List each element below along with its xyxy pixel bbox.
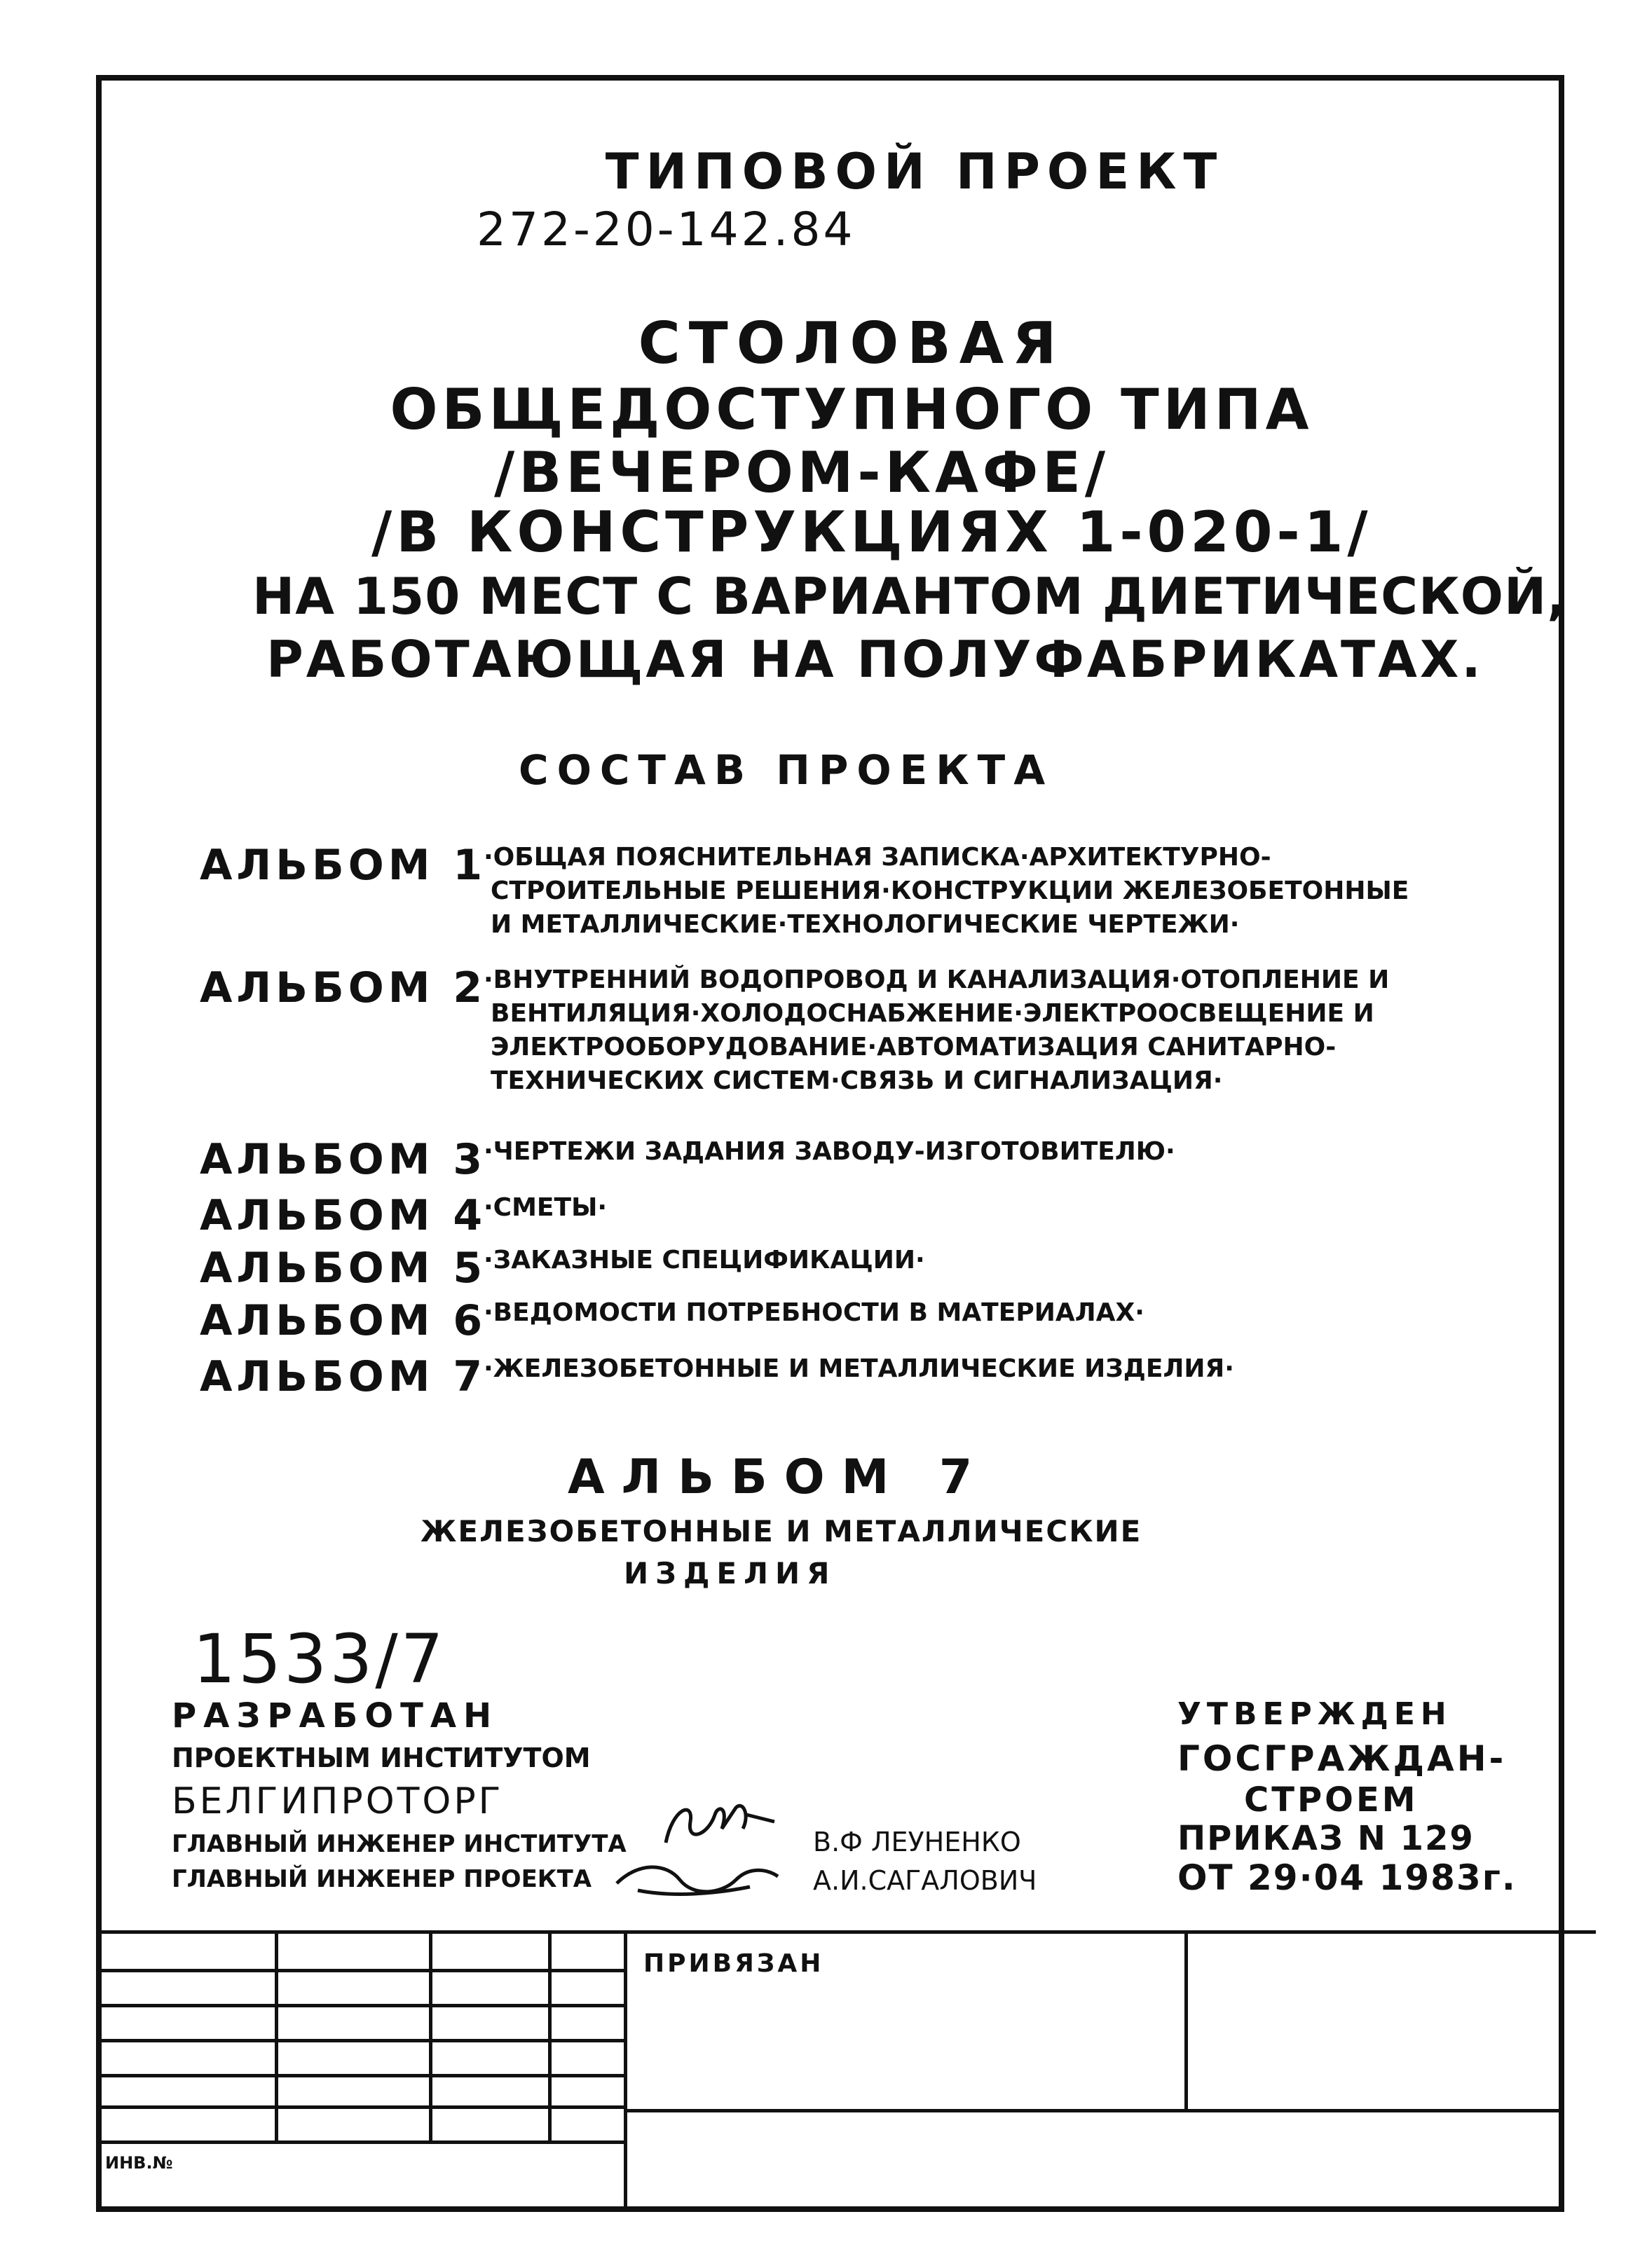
album-description-line: СТРОИТЕЛЬНЫЕ РЕШЕНИЯ·КОНСТРУКЦИИ ЖЕЛЕЗОБЕТОННЫЕ [491, 877, 1409, 905]
title-line-5: НА 150 МЕСТ С ВАРИАНТОМ ДИЕТИЧЕСКОЙ, [252, 567, 1567, 626]
album-label: АЛЬБОМ 1 [200, 841, 487, 890]
album-description-line: ·ЖЕЛЕЗОБЕТОННЫЕ И МЕТАЛЛИЧЕСКИЕ ИЗДЕЛИЯ· [484, 1354, 1234, 1383]
stamp-divider-main [624, 1930, 627, 2212]
developer-line-2: ПРОЕКТНЫМ ИНСТИТУТОМ [172, 1743, 591, 1773]
stamp-row-4 [96, 2074, 625, 2077]
album-label: АЛЬБОМ 7 [200, 1352, 487, 1401]
album-label: АЛЬБОМ 3 [200, 1135, 487, 1184]
current-album-desc-2: ИЗДЕЛИЯ [624, 1556, 837, 1590]
album-label: АЛЬБОМ 6 [200, 1296, 487, 1345]
signature-1-icon [652, 1794, 792, 1857]
album-label: АЛЬБОМ 5 [200, 1244, 487, 1293]
developer-line-4: ГЛАВНЫЙ ИНЖЕНЕР ИНСТИТУТА [172, 1830, 627, 1858]
album-description-line: ·ЧЕРТЕЖИ ЗАДАНИЯ ЗАВОДУ-ИЗГОТОВИТЕЛЮ· [484, 1137, 1175, 1166]
title-line-1: СТОЛОВАЯ [638, 310, 1065, 377]
album-description-line: ·ЗАКАЗНЫЕ СПЕЦИФИКАЦИИ· [484, 1246, 925, 1274]
album-description-line: И МЕТАЛЛИЧЕСКИЕ·ТЕХНОЛОГИЧЕСКИЕ ЧЕРТЕЖИ· [491, 910, 1240, 939]
stamp-col-3 [548, 1930, 552, 2140]
current-album-desc-1: ЖЕЛЕЗОБЕТОННЫЕ И МЕТАЛЛИЧЕСКИЕ [421, 1514, 1142, 1548]
project-number: 272-20-142.84 [477, 202, 856, 256]
album-index-number: 1533/7 [193, 1620, 446, 1698]
stamp-inventory-label: ИНВ.№ [105, 2153, 173, 2173]
album-description-line: ТЕХНИЧЕСКИХ СИСТЕМ·СВЯЗЬ И СИГНАЛИЗАЦИЯ· [491, 1066, 1223, 1095]
album-description-line: ·СМЕТЫ· [484, 1193, 608, 1222]
composition-heading: СОСТАВ ПРОЕКТА [519, 746, 1054, 794]
stamp-row-6 [96, 2140, 625, 2144]
approved-line-3: СТРОЕМ [1244, 1780, 1419, 1820]
stamp-bound-label: ПРИВЯЗАН [643, 1949, 824, 1978]
developer-line-1: РАЗРАБОТАН [172, 1696, 499, 1736]
approved-line-5: ОТ 29·04 1983г. [1177, 1857, 1517, 1898]
stamp-divider-right [1184, 1930, 1188, 2109]
stamp-mid-line [624, 2109, 1564, 2112]
stamp-row-3 [96, 2039, 625, 2042]
developer-line-5: ГЛАВНЫЙ ИНЖЕНЕР ПРОЕКТА [172, 1865, 592, 1893]
title-line-3: /ВЕЧЕРОМ-КАФЕ/ [494, 440, 1110, 505]
doc-type-heading: ТИПОВОЙ ПРОЕКТ [605, 143, 1224, 200]
approved-line-2: ГОСГРАЖДАН- [1177, 1738, 1507, 1779]
chief-engineer-project-name: А.И.САГАЛОВИЧ [813, 1865, 1037, 1896]
current-album-label: АЛЬБОМ 7 [568, 1450, 990, 1505]
album-description-line: ·ОБЩАЯ ПОЯСНИТЕЛЬНАЯ ЗАПИСКА·АРХИТЕКТУРНО- [484, 843, 1271, 872]
stamp-row-2 [96, 2004, 625, 2007]
album-label: АЛЬБОМ 4 [200, 1191, 487, 1240]
album-description-line: ·ВНУТРЕННИЙ ВОДОПРОВОД И КАНАЛИЗАЦИЯ·ОТОПЛЕНИЕ И [484, 965, 1390, 994]
chief-engineer-institute-name: В.Ф ЛЕУНЕНКО [813, 1827, 1021, 1857]
stamp-top-line-ext [1564, 1930, 1596, 1934]
title-line-6: РАБОТАЮЩАЯ НА ПОЛУФАБРИКАТАХ. [266, 630, 1484, 689]
developer-line-3: БЕЛГИПРОТОРГ [172, 1780, 504, 1822]
signature-2-icon [610, 1855, 785, 1904]
title-line-2: ОБЩЕДОСТУПНОГО ТИПА [390, 377, 1313, 442]
album-description-line: ·ВЕДОМОСТИ ПОТРЕБНОСТИ В МАТЕРИАЛАХ· [484, 1298, 1144, 1327]
album-description-line: ЭЛЕКТРООБОРУДОВАНИЕ·АВТОМАТИЗАЦИЯ САНИТАРНО- [491, 1033, 1337, 1061]
stamp-top-line [96, 1930, 1564, 1934]
stamp-row-5 [96, 2105, 625, 2109]
album-description-line: ВЕНТИЛЯЦИЯ·ХОЛОДОСНАБЖЕНИЕ·ЭЛЕКТРООСВЕЩЕНИЕ И [491, 999, 1374, 1028]
stamp-row-1 [96, 1969, 625, 1972]
album-label: АЛЬБОМ 2 [200, 963, 487, 1012]
stamp-col-1 [275, 1930, 278, 2140]
approved-line-1: УТВЕРЖДЕН [1177, 1696, 1452, 1732]
approved-line-4: ПРИКАЗ N 129 [1177, 1819, 1475, 1858]
title-line-4: /В КОНСТРУКЦИЯХ 1-020-1/ [371, 500, 1372, 565]
stamp-col-2 [429, 1930, 432, 2140]
